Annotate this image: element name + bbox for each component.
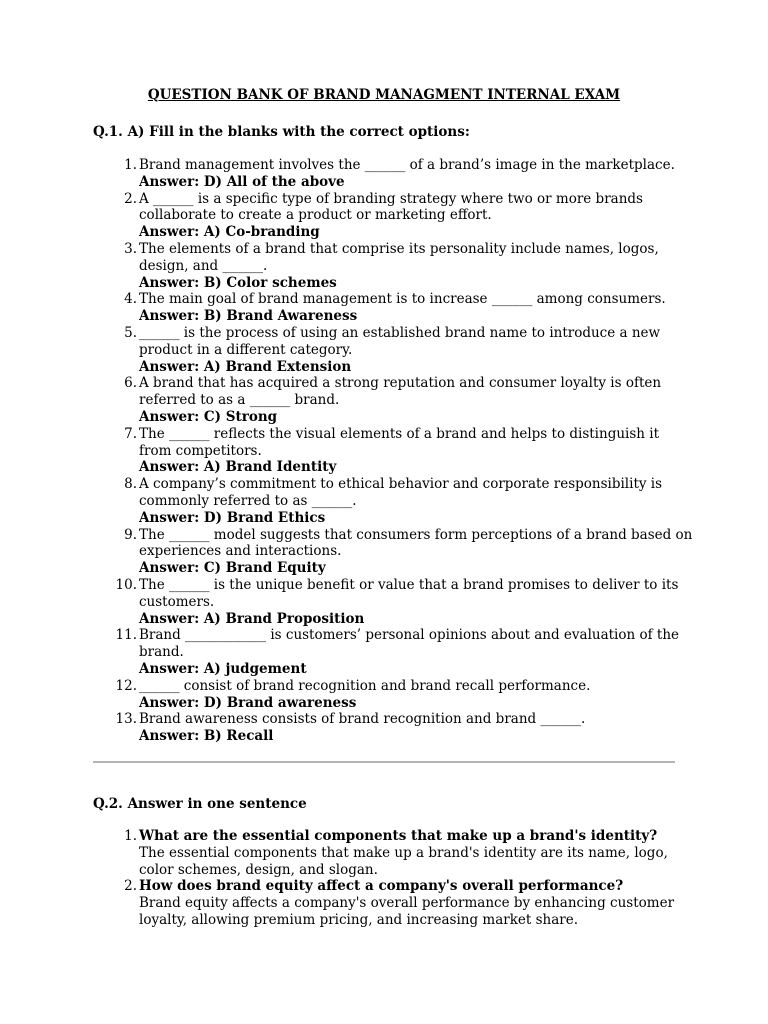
question-text: ______ is the process of using an established brand name to introduce a new product in a different category.: [139, 324, 661, 358]
fill-in-blanks-list: [93, 157, 693, 745]
question-item: [93, 426, 693, 476]
question-item: [93, 828, 693, 878]
question-item: [93, 577, 693, 627]
one-sentence-list: [93, 828, 693, 929]
answer-text: Brand equity affects a company's overall performance by enhancing customer loyalty, allowing premium pricing, and increasing market share.: [139, 895, 675, 928]
question-item: [93, 878, 693, 928]
question-number: 4.: [124, 291, 137, 308]
question-text: The ______ model suggests that consumers form perceptions of a brand based on experiences and interactions.: [139, 526, 693, 560]
question-text: The ______ reflects the visual elements of a brand and helps to distinguish it from competitors.: [139, 425, 660, 459]
answer-text: Answer: C) Strong: [139, 408, 278, 425]
question-item: [93, 241, 693, 291]
question-item: [93, 476, 693, 526]
answer-text: Answer: C) Brand Equity: [139, 560, 326, 577]
question-text: How does brand equity affect a company's overall performance?: [139, 878, 624, 895]
question-number: 9.: [124, 526, 137, 543]
question-item: [93, 527, 693, 577]
question-number: 5.: [124, 324, 137, 341]
answer-text: Answer: A) Brand Proposition: [139, 610, 365, 627]
question-number: 2.: [124, 878, 137, 895]
question-item: [93, 157, 693, 191]
question-text: The ______ is the unique benefit or value that a brand promises to deliver to its customers.: [139, 576, 679, 610]
question-text: The main goal of brand management is to increase ______ among consumers.: [139, 291, 666, 308]
question-item: [93, 711, 693, 745]
answer-text: Answer: D) All of the above: [139, 173, 345, 190]
answer-text: Answer: A) Brand Extension: [139, 358, 352, 375]
answer-text: Answer: A) Co-branding: [139, 224, 320, 241]
question-number: 11.: [115, 627, 137, 644]
question-number: 8.: [124, 476, 137, 493]
answer-text: Answer: B) Recall: [139, 728, 274, 745]
question-item: [93, 375, 693, 425]
question-text: Brand management involves the ______ of a brand’s image in the marketplace.: [139, 157, 675, 173]
question-item: [93, 291, 693, 325]
answer-text: Answer: A) judgement: [139, 660, 307, 677]
question-item: [93, 325, 693, 375]
question-text: A ______ is a specific type of branding strategy where two or more brands collaborate to create a product or marketing effort.: [139, 190, 643, 224]
section-1-heading: Q.1. A) Fill in the blanks with the correct options:: [93, 124, 470, 140]
answer-text: Answer: D) Brand awareness: [139, 694, 357, 711]
question-text: Brand awareness consists of brand recognition and brand ______.: [139, 711, 586, 728]
horizontal-divider: [93, 761, 675, 763]
question-number: 1.: [124, 157, 137, 173]
question-text: The elements of a brand that comprise its personality include names, logos, design, and ______.: [139, 240, 659, 274]
question-number: 1.: [124, 828, 137, 844]
answer-text: Answer: A) Brand Identity: [139, 459, 337, 476]
question-text: What are the essential components that make up a brand's identity?: [139, 828, 658, 844]
question-item: [93, 627, 693, 677]
question-text: ______ consist of brand recognition and brand recall performance.: [139, 677, 591, 694]
answer-text: Answer: B) Brand Awareness: [139, 308, 358, 325]
question-text: A brand that has acquired a strong reputation and consumer loyalty is often referred to as a ______ brand.: [139, 375, 662, 409]
answer-text: Answer: D) Brand Ethics: [139, 509, 326, 526]
question-item: [93, 191, 693, 241]
question-text: Brand ____________ is customers’ personal opinions about and evaluation of the brand.: [139, 627, 680, 661]
question-number: 10.: [115, 576, 137, 593]
question-number: 3.: [124, 240, 137, 257]
document-title: QUESTION BANK OF BRAND MANAGMENT INTERNAL EXAM: [147, 87, 621, 103]
section-2-heading: Q.2. Answer in one sentence: [93, 796, 307, 812]
question-number: 12.: [115, 677, 137, 694]
question-number: 2.: [124, 190, 137, 207]
answer-text: Answer: B) Color schemes: [139, 274, 337, 291]
question-number: 13.: [115, 711, 137, 728]
question-text: A company’s commitment to ethical behavior and corporate responsibility is commonly referred to as ______.: [139, 476, 663, 509]
question-item: [93, 678, 693, 712]
answer-text: The essential components that make up a brand's identity are its name, logo, color schemes, design, and slogan.: [139, 844, 668, 878]
question-number: 6.: [124, 375, 137, 392]
question-number: 7.: [124, 425, 137, 442]
